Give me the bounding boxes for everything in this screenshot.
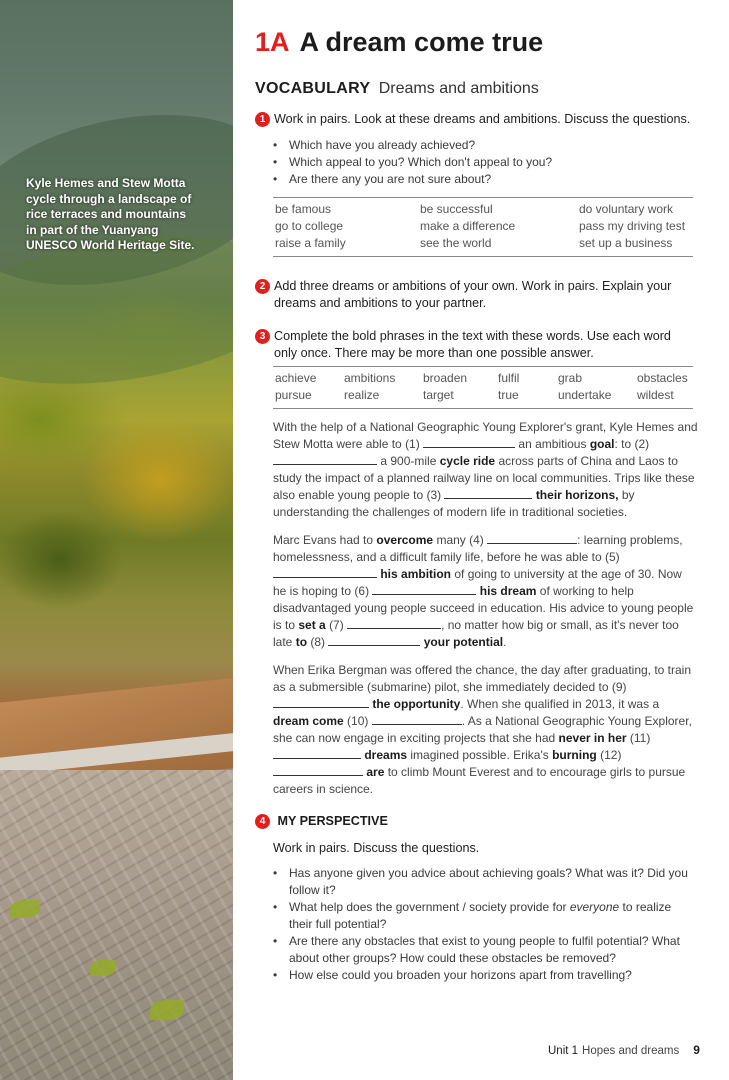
task-number-badge: 3 — [255, 329, 270, 344]
word-item: undertake — [558, 388, 612, 402]
passage-text: : learning problems, homelessness, and a difficult family life, before he was able to (5) — [273, 533, 683, 564]
section-name: VOCABULARY — [255, 80, 371, 97]
task-instruction: Add three dreams or ambitions of your own. Work in pairs. Explain your dreams and ambitions to your partner. — [274, 279, 672, 310]
question-item — [269, 933, 689, 967]
question-text: What help does the government / society provide for — [289, 900, 570, 914]
passage-paragraph-1 — [273, 419, 698, 521]
question-text: Has anyone given you advice about achieving goals? What was it? Did you follow it? — [289, 866, 688, 897]
passage-text: to climb Mount Everest and to encourage girls to pursue careers in science. — [273, 765, 686, 796]
bold-phrase: set a — [298, 618, 326, 632]
answer-blank-4[interactable] — [487, 533, 577, 544]
passage-text: imagined possible. Erika's — [410, 748, 549, 762]
question-item: • Which appeal to you? Which don't appeal to you? — [269, 154, 689, 171]
passage-text: (10) — [347, 714, 369, 728]
passage-text: When Erika Bergman was offered the chance, the day after graduating, to train as a submersible (submarine) pilot, she immediately decided to (9) — [273, 663, 692, 694]
passage-text: Marc Evans had to — [273, 533, 374, 547]
passage-text: (11) — [629, 731, 651, 745]
phrase-item: do voluntary work — [579, 202, 674, 216]
bold-phrase: are — [366, 765, 385, 779]
task-4-questions — [269, 865, 689, 984]
word-item: true — [498, 388, 519, 402]
word-item: wildest — [637, 388, 674, 402]
answer-blank-5[interactable] — [273, 567, 377, 578]
bold-phrase: cycle ride — [439, 454, 496, 468]
passage-text: an ambitious — [518, 437, 587, 451]
task-1 — [255, 111, 695, 128]
phrase-item: raise a family — [275, 236, 346, 250]
task-number-badge: 2 — [255, 279, 270, 294]
answer-blank-1[interactable] — [423, 437, 515, 448]
answer-blank-11[interactable] — [273, 748, 361, 759]
passage-text: of going to university at the age of 30. Now he is hoping to (6) — [273, 567, 682, 598]
unit-title-text: A dream come true — [299, 27, 544, 57]
passage-text: (7) — [329, 618, 344, 632]
task-instruction: Complete the bold phrases in the text with these words. Use each word only once. There may be more than one possible answer. — [274, 329, 671, 360]
passage-text: . When she qualified in 2013, it was a — [460, 697, 660, 711]
phrase-item: make a difference — [420, 219, 516, 233]
section-subtitle: Dreams and ambitions — [378, 80, 539, 97]
leaf — [150, 1000, 184, 1020]
word-box — [273, 366, 693, 409]
task-number-badge: 1 — [255, 112, 270, 127]
phrase-item: pass my driving test — [579, 219, 686, 233]
page-title — [255, 25, 543, 59]
photo-caption: Kyle Hemes and Stew Motta cycle through a landscape of rice terraces and mountains in part of the Yuanyang UNESCO World Heritage Site. — [26, 176, 195, 252]
bold-phrase: your potential — [423, 635, 504, 649]
bold-phrase: his ambition — [380, 567, 452, 581]
passage-text: across parts of China and Laos to study the impact of a planned railway line on local communities. Trips like these also enable young people to (3) — [273, 454, 695, 502]
answer-blank-7[interactable] — [347, 618, 441, 629]
task-4-intro: Work in pairs. Discuss the questions. — [273, 841, 480, 855]
passage-text: many (4) — [436, 533, 484, 547]
answer-blank-3[interactable] — [444, 488, 532, 499]
page-number: 9 — [693, 1043, 700, 1057]
bold-phrase: their horizons, — [535, 488, 619, 502]
footer-title: Hopes and dreams — [582, 1045, 680, 1057]
word-item: grab — [558, 371, 583, 385]
section-heading — [255, 79, 539, 99]
word-item: target — [423, 388, 454, 402]
bold-phrase: overcome — [376, 533, 434, 547]
answer-blank-8[interactable] — [328, 635, 420, 646]
bold-phrase: goal — [589, 437, 615, 451]
passage-text: : to (2) — [614, 437, 650, 451]
answer-blank-12[interactable] — [273, 765, 363, 776]
bold-phrase: never in her — [558, 731, 627, 745]
question-text: How else could you broaden your horizons apart from travelling? — [289, 968, 632, 982]
word-item: broaden — [423, 371, 468, 385]
task-3 — [255, 328, 695, 362]
word-item: obstacles — [637, 371, 688, 385]
question-text: Are there any obstacles that exist to young people to fulfil potential? What about other groups? How could these obstacles be removed? — [289, 934, 680, 965]
passage-text: . — [503, 635, 507, 649]
paved-path — [0, 770, 233, 1080]
word-item: pursue — [275, 388, 312, 402]
italic-word: everyone — [569, 900, 620, 914]
passage-text: (8) — [310, 635, 326, 649]
question-item — [269, 899, 689, 933]
question-item: • Which have you already achieved? — [269, 137, 689, 154]
answer-blank-6[interactable] — [372, 584, 476, 595]
unit-number: 1A — [255, 27, 290, 57]
answer-blank-2[interactable] — [273, 454, 377, 465]
answer-blank-9[interactable] — [273, 697, 369, 708]
phrase-item: be successful — [420, 202, 493, 216]
bold-phrase: his dream — [479, 584, 537, 598]
bold-phrase: the opportunity — [372, 697, 461, 711]
bold-phrase: dreams — [364, 748, 408, 762]
leaf — [10, 900, 40, 918]
answer-blank-10[interactable] — [372, 714, 462, 725]
question-item: • Are there any you are not sure about? — [269, 171, 689, 188]
cover-photo — [0, 0, 233, 1080]
bold-phrase: burning — [552, 748, 597, 762]
passage-paragraph-2 — [273, 532, 698, 651]
passage-text: a 900-mile — [380, 454, 437, 468]
task-4-title: MY PERSPECTIVE — [277, 814, 388, 828]
task-4-heading — [255, 813, 388, 830]
task-number-badge: 4 — [255, 814, 270, 829]
task-2 — [255, 278, 695, 312]
passage-text: With the help of a National Geographic Young Explorer's grant, Kyle Hemes and Stew Motta were able to (1) — [273, 420, 698, 451]
question-item — [269, 865, 689, 899]
passage-text: . As a National Geographic Young Explorer, she can now engage in exciting projects that she had — [273, 714, 692, 745]
word-item: ambitions — [344, 371, 396, 385]
passage-paragraph-3 — [273, 662, 698, 798]
word-item: realize — [344, 388, 380, 402]
question-text: to realize their full potential? — [289, 900, 672, 931]
task-1-questions — [269, 137, 689, 188]
question-item — [269, 967, 689, 984]
task-instruction: Work in pairs. Look at these dreams and ambitions. Discuss the questions. — [274, 112, 691, 126]
passage-text: by understanding the challenges of modern life in traditional societies. — [273, 488, 635, 519]
phrase-item: set up a business — [579, 236, 673, 250]
phrase-box — [273, 197, 693, 257]
passage-text: (12) — [600, 748, 622, 762]
bold-phrase: to — [295, 635, 308, 649]
bold-phrase: dream come — [273, 714, 344, 728]
word-item: fulfil — [498, 371, 520, 385]
leaf — [90, 960, 116, 976]
phrase-item: go to college — [275, 219, 344, 233]
passage-text: of working to help disadvantaged young people succeed in education. His advice to young people is to — [273, 584, 694, 632]
passage-text: , no matter how big or small, as it's never too late — [273, 618, 679, 649]
phrase-item: be famous — [275, 202, 332, 216]
word-item: achieve — [275, 371, 317, 385]
page-footer — [548, 1042, 700, 1059]
phrase-item: see the world — [420, 236, 492, 250]
footer-unit: Unit 1 — [548, 1045, 579, 1057]
